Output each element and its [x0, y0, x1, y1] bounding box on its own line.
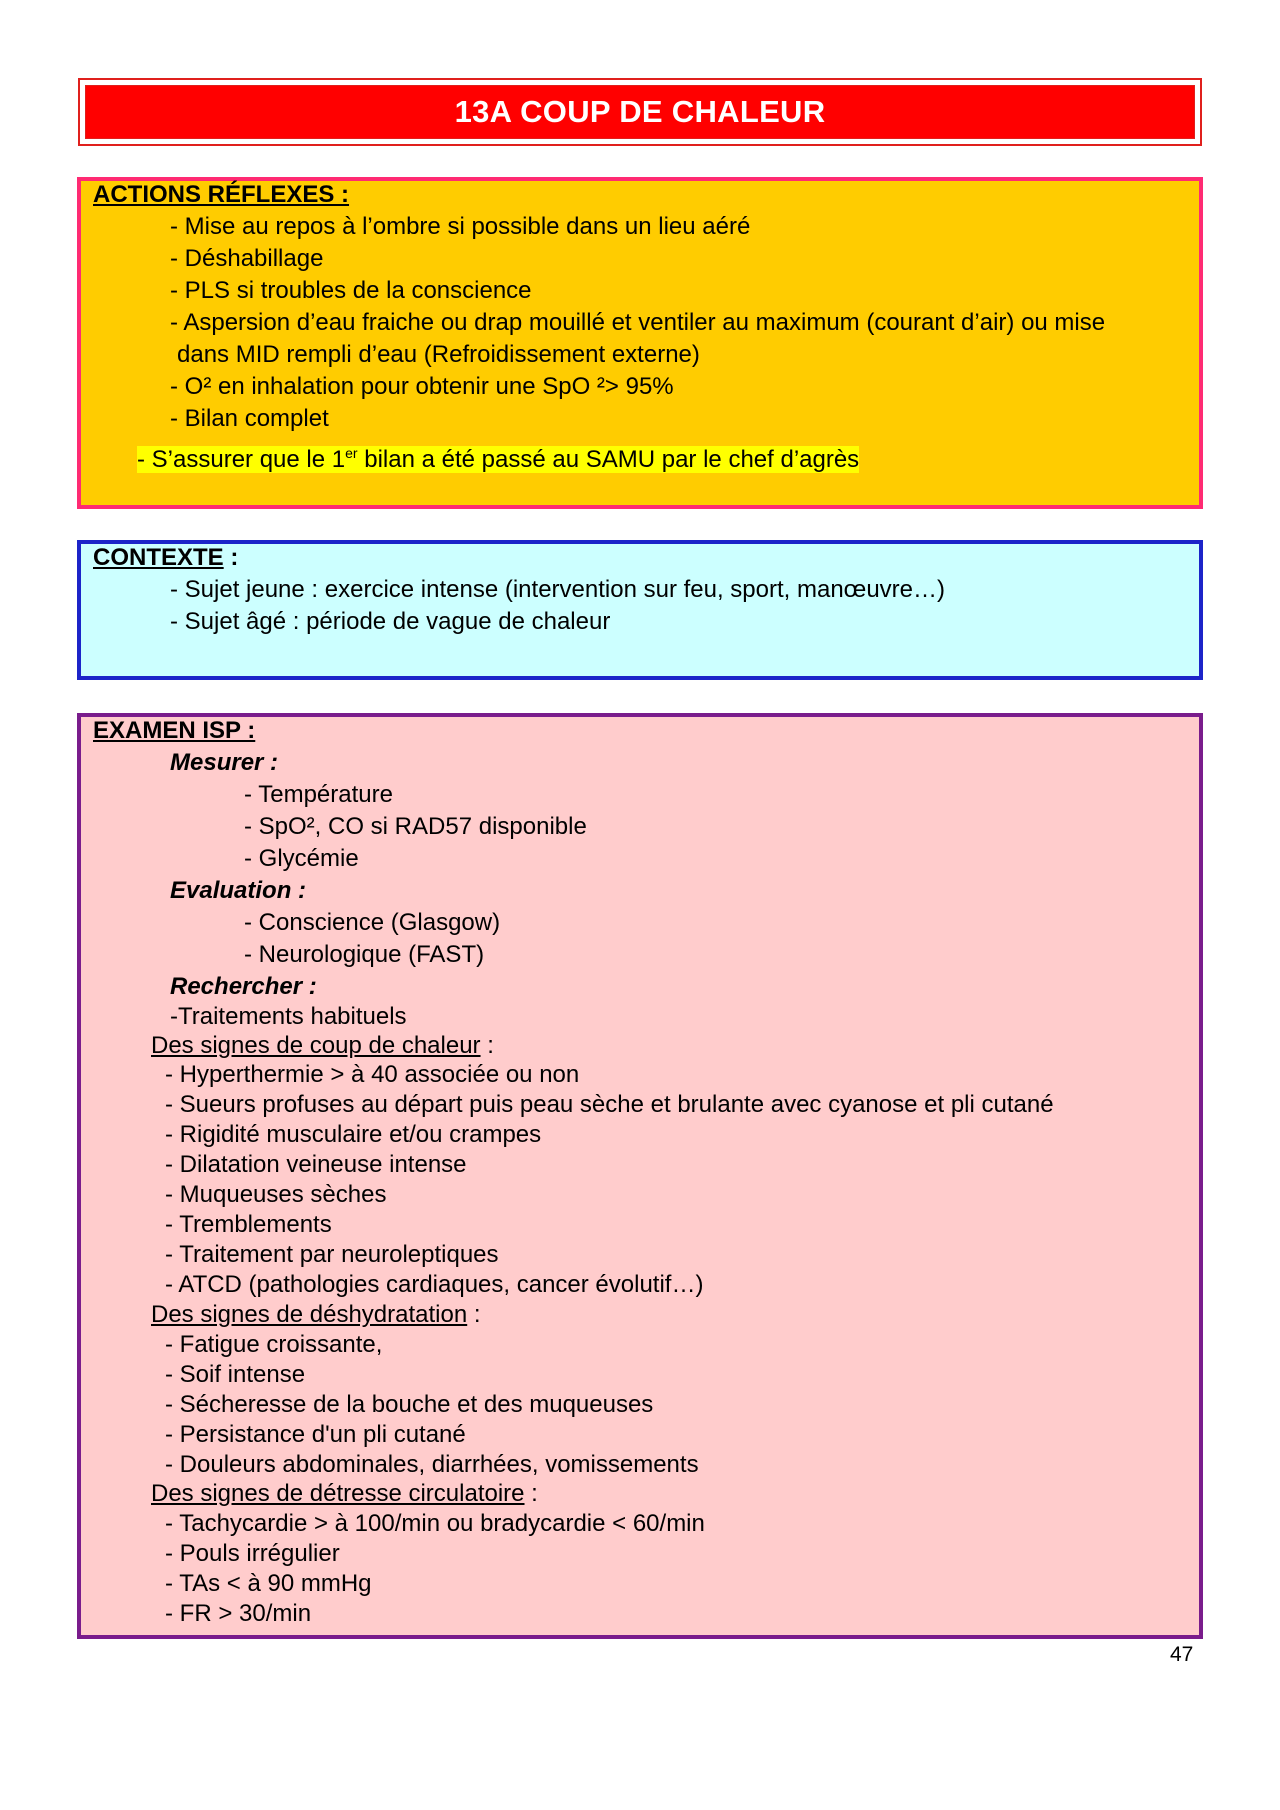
- contexte-item: - Sujet âgé : période de vague de chaleur: [170, 608, 611, 635]
- title-banner: [78, 78, 1202, 146]
- title-banner-fill: [85, 85, 1195, 139]
- highlight-superscript: er: [345, 445, 358, 461]
- deshydratation-heading: [151, 1301, 481, 1329]
- mesurer-label: Mesurer :: [170, 749, 279, 776]
- contexte-heading-suffix: :: [223, 544, 239, 571]
- coup-chaleur-label: Des signes de coup de chaleur: [151, 1032, 481, 1059]
- deshydratation-item: - Soif intense: [165, 1361, 306, 1388]
- coup-chaleur-item: - Sueurs profuses au départ puis peau sèche et brulante avec cyanose et pli cutané: [165, 1091, 1054, 1118]
- actions-item: - Déshabillage: [170, 245, 324, 272]
- coup-chaleur-item: - ATCD (pathologies cardiaques, cancer évolutif…): [165, 1271, 704, 1298]
- coup-chaleur-item: - Muqueuses sèches: [165, 1181, 387, 1208]
- evaluation-label: Evaluation :: [170, 877, 307, 904]
- mesurer-item: - Glycémie: [244, 845, 359, 872]
- evaluation-item: - Conscience (Glasgow): [244, 909, 501, 936]
- deshydratation-item: - Persistance d'un pli cutané: [165, 1421, 466, 1448]
- deshydratation-label: Des signes de déshydratation: [151, 1301, 468, 1328]
- highlight-text-post: bilan a été passé au SAMU par le chef d’agrès: [357, 446, 860, 473]
- coup-chaleur-item: - Tremblements: [165, 1211, 332, 1238]
- mesurer-item: - SpO², CO si RAD57 disponible: [244, 813, 587, 840]
- deshydratation-item: - Sécheresse de la bouche et des muqueuses: [165, 1391, 654, 1418]
- actions-item: - Bilan complet: [170, 405, 329, 432]
- page-title: 13A COUP DE CHALEUR: [454, 94, 826, 129]
- actions-item: - Aspersion d’eau fraiche ou drap mouillé et ventiler au maximum (courant d’air) ou mise: [170, 309, 1106, 336]
- actions-item: - Mise au repos à l’ombre si possible dans un lieu aéré: [170, 213, 751, 240]
- actions-item: - PLS si troubles de la conscience: [170, 277, 532, 304]
- deshydratation-suffix: :: [467, 1301, 481, 1328]
- contexte-item: - Sujet jeune : exercice intense (intervention sur feu, sport, manœuvre…): [170, 576, 946, 603]
- actions-item: - O² en inhalation pour obtenir une SpO ²> 95%: [170, 373, 674, 400]
- contexte-heading: CONTEXTE: [93, 544, 224, 571]
- detresse-item: - Pouls irrégulier: [165, 1540, 340, 1567]
- detresse-heading: [151, 1480, 538, 1508]
- coup-chaleur-suffix: :: [480, 1032, 494, 1059]
- coup-chaleur-item: - Hyperthermie > à 40 associée ou non: [165, 1061, 580, 1088]
- coup-chaleur-heading: [151, 1032, 494, 1060]
- actions-item-continued: dans MID rempli d’eau (Refroidissement externe): [177, 341, 700, 368]
- actions-heading: ACTIONS RÉFLEXES :: [93, 181, 350, 208]
- detresse-label: Des signes de détresse circulatoire: [151, 1480, 525, 1507]
- rechercher-label: Rechercher :: [170, 973, 317, 1000]
- actions-reflexes-box: [77, 177, 1203, 509]
- detresse-item: - Tachycardie > à 100/min ou bradycardie < 60/min: [165, 1510, 705, 1537]
- coup-chaleur-item: - Dilatation veineuse intense: [165, 1151, 467, 1178]
- detresse-item: - FR > 30/min: [165, 1600, 312, 1627]
- actions-highlighted-item: [137, 439, 859, 474]
- page-number: 47: [1170, 1643, 1194, 1666]
- mesurer-item: - Température: [244, 781, 393, 808]
- coup-chaleur-item: - Rigidité musculaire et/ou crampes: [165, 1121, 542, 1148]
- examen-heading: EXAMEN ISP :: [93, 717, 256, 744]
- contexte-heading-line: [93, 544, 238, 572]
- detresse-suffix: :: [524, 1480, 538, 1507]
- coup-chaleur-item: - Traitement par neuroleptiques: [165, 1241, 499, 1268]
- contexte-box: [77, 540, 1203, 680]
- evaluation-item: - Neurologique (FAST): [244, 941, 485, 968]
- examen-isp-box: [77, 713, 1203, 1639]
- detresse-item: - TAs < à 90 mmHg: [165, 1570, 372, 1597]
- rechercher-item: -Traitements habituels: [170, 1003, 407, 1030]
- deshydratation-item: - Douleurs abdominales, diarrhées, vomissements: [165, 1451, 699, 1478]
- deshydratation-item: - Fatigue croissante,: [165, 1331, 383, 1358]
- highlight-text-pre: - S’assurer que le 1: [137, 446, 346, 473]
